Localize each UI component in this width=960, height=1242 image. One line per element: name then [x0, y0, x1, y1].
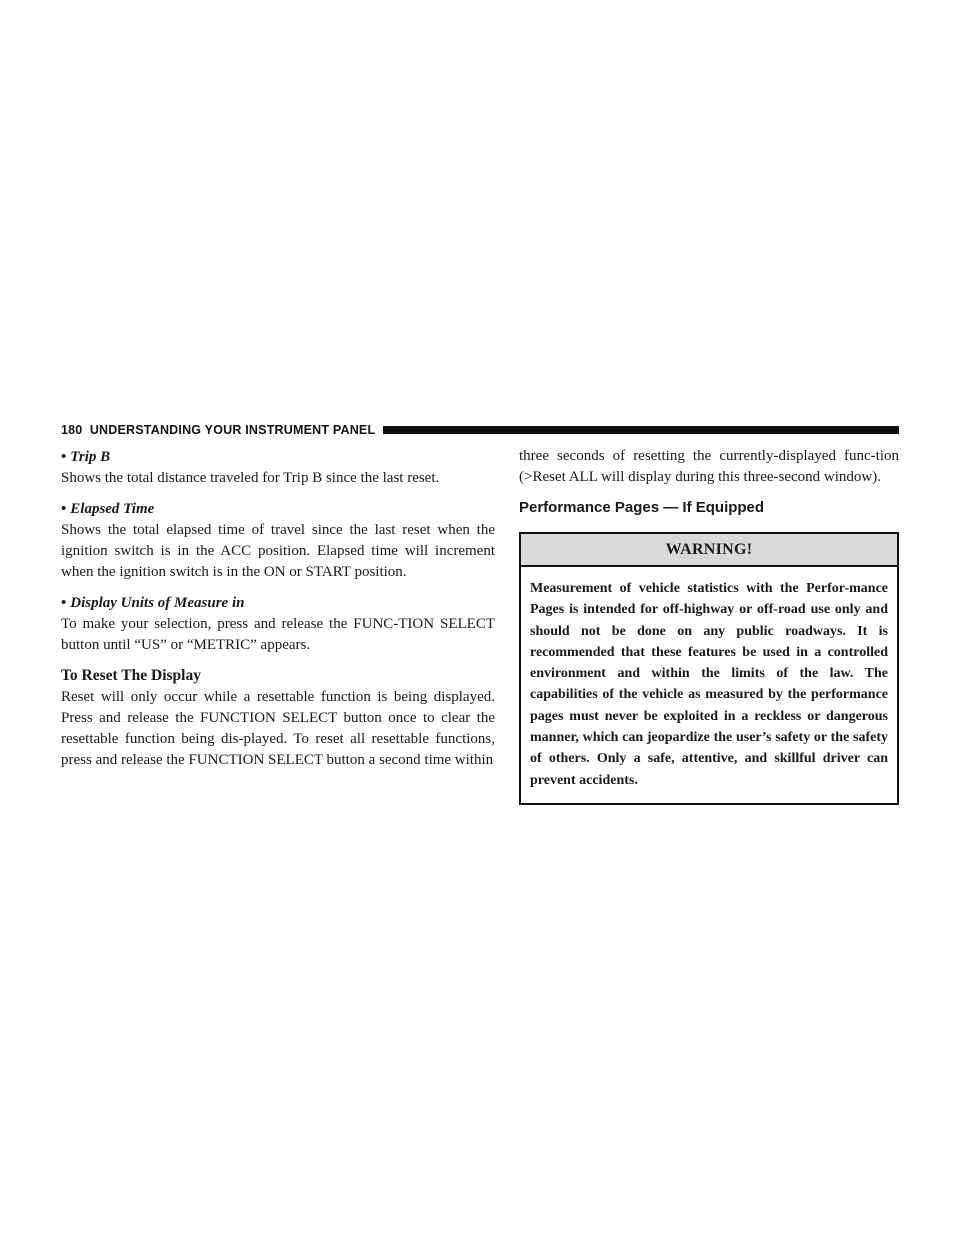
page-number-and-section	[61, 423, 375, 437]
display-units-body: To make your selection, press and release the FUNC-TION SELECT button until “US” or “METRIC” appears.	[61, 616, 495, 653]
left-column	[61, 446, 495, 780]
continued-text: three seconds of resetting the currently-displayed func-tion (>Reset ALL will display during this three-second window).	[519, 448, 899, 485]
page-number: 180	[61, 423, 83, 437]
trip-b-title: Trip B	[70, 449, 111, 465]
reset-display-heading: To Reset The Display	[61, 667, 201, 684]
bullet: •	[61, 501, 67, 517]
trip-b-body: Shows the total distance traveled for Trip B since the last reset.	[61, 470, 440, 486]
warning-box	[519, 532, 899, 805]
section-title: UNDERSTANDING YOUR INSTRUMENT PANEL	[89, 423, 376, 437]
page-header	[61, 421, 899, 439]
elapsed-time-body: Shows the total elapsed time of travel since the last reset when the ignition switch is in the ACC position. Elapsed time will increment when the ignition switch is in the ON or START position.	[61, 522, 495, 580]
bullet: •	[61, 449, 67, 465]
display-units-title: Display Units of Measure in	[70, 595, 245, 611]
performance-pages-heading: Performance Pages — If Equipped	[519, 499, 765, 516]
right-column	[519, 446, 899, 805]
bullet: •	[61, 595, 67, 611]
warning-body: Measurement of vehicle statistics with the Perfor-mance Pages is intended for off-highway or off-road use only and should not be done on any public roadways. It is recommended that these features be used in a controlled environment and within the limits of the law. The capabilities of the vehicle as measured by the performance pages must never be exploited in a reckless or dangerous manner, which can jeopardize the user’s safety or the safety of others. Only a safe, attentive, and skillful driver can prevent accidents.	[530, 581, 888, 788]
elapsed-time-heading	[61, 498, 495, 520]
reset-display-body: Reset will only occur while a resettable function is being displayed. Press and release the FUNCTION SELECT button once to clear the resettable function being dis-played. To reset all resettable functions, press and release the FUNCTION SELECT button a second time within	[61, 689, 495, 768]
header-rule	[383, 426, 899, 434]
display-units-heading	[61, 592, 495, 614]
elapsed-time-title: Elapsed Time	[70, 501, 155, 517]
warning-title: WARNING!	[521, 534, 897, 567]
trip-b-heading	[61, 446, 495, 468]
